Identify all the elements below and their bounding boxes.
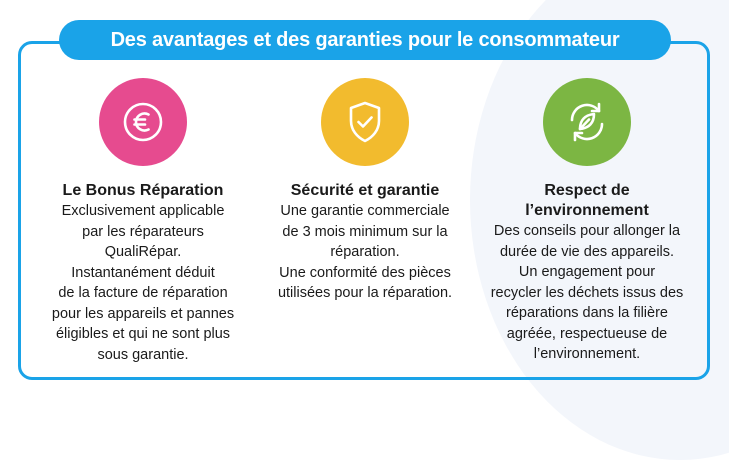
column-text [36,201,250,365]
column-text [258,201,472,304]
text-line: agréée, respectueuse de [506,325,668,342]
text-line: utilisées pour la réparation. [277,285,453,301]
shield-check-icon [321,78,409,166]
text-line: réparations dans la filière [505,305,668,321]
text-line: l’environnement. [533,346,641,362]
column-title: Sécurité et garantie [290,182,440,199]
recycle-leaf-icon [543,78,631,166]
text-line: pour les appareils et pannes [51,305,235,322]
text-line: éligibles et qui ne sont plus [55,326,231,342]
text-line: de la facture de réparation [58,285,228,301]
text-line: Des conseils pour allonger la [493,223,681,239]
column-title [480,181,694,221]
text-line: recycler les déchets issus des [490,284,684,301]
column-respect-environnement [480,78,694,365]
text-line: Une garantie commerciale [280,203,450,219]
text-line: durée de vie des appareils. [499,243,675,260]
text-line: Instantanément déduit [71,264,215,281]
column-securite-garantie [258,78,472,304]
column-bonus-reparation [36,78,250,365]
text-line: sous garantie. [97,346,189,363]
title-line: Respect de [544,182,630,199]
text-line: Un engagement pour [518,264,656,280]
text-line: de 3 mois minimum sur la [282,223,448,240]
text-line: Une conformité des pièces [279,264,451,281]
text-line: réparation. [330,244,400,260]
column-text [480,221,694,365]
column-title: Le Bonus Réparation [62,182,224,199]
text-line: par les réparateurs [82,223,204,240]
text-line: QualiRépar. [104,244,182,260]
title-line: l’environnement [525,202,649,219]
page-title: Des avantages et des garanties pour le consommateur [59,20,671,60]
euro-icon [99,78,187,166]
text-line: Exclusivement applicable [61,203,225,219]
